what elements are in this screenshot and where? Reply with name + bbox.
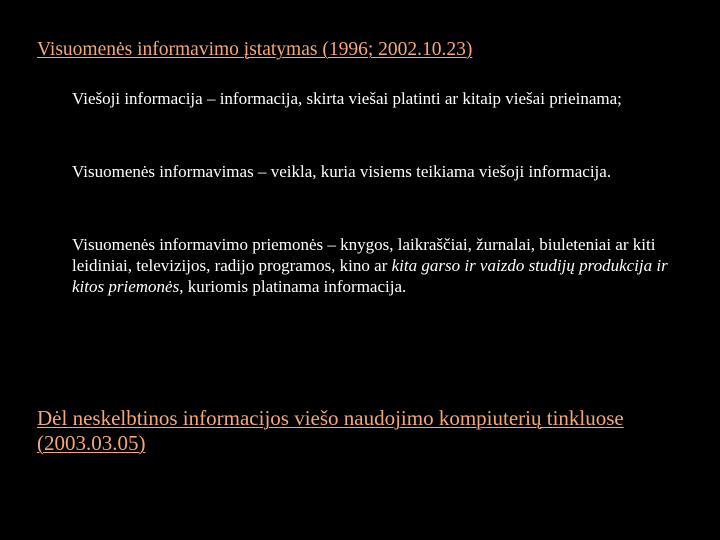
definition-media-text-after: , kuriomis platinama informacija.	[179, 277, 407, 296]
definition-public-information: Viešoji informacija – informacija, skirta viešai platinti ar kitaip viešai prieinama;	[72, 89, 622, 108]
definitions-list	[72, 88, 704, 297]
definition-media-text-italic: kita garso ir vaizdo studijų produkcija ir kitos priemonės	[72, 256, 668, 296]
resolution-title-link[interactable]: Dėl neskelbtinos informacijos viešo naudojimo kompiuterių tinkluose (2003.03.05)	[37, 406, 624, 455]
definition-media-means	[72, 234, 704, 297]
definition-public-informing: Visuomenės informavimas – veikla, kuria visiems teikiama viešoji informacija.	[72, 162, 612, 181]
definition-media-text-before: Visuomenės informavimo priemonės – knygos, laikraščiai, žurnalai, biuleteniai ar kiti leidiniai, televizijos, radijo programos, kino ar	[72, 235, 656, 275]
law-title-link[interactable]: Visuomenės informavimo įstatymas (1996; 2002.10.23)	[37, 39, 473, 60]
